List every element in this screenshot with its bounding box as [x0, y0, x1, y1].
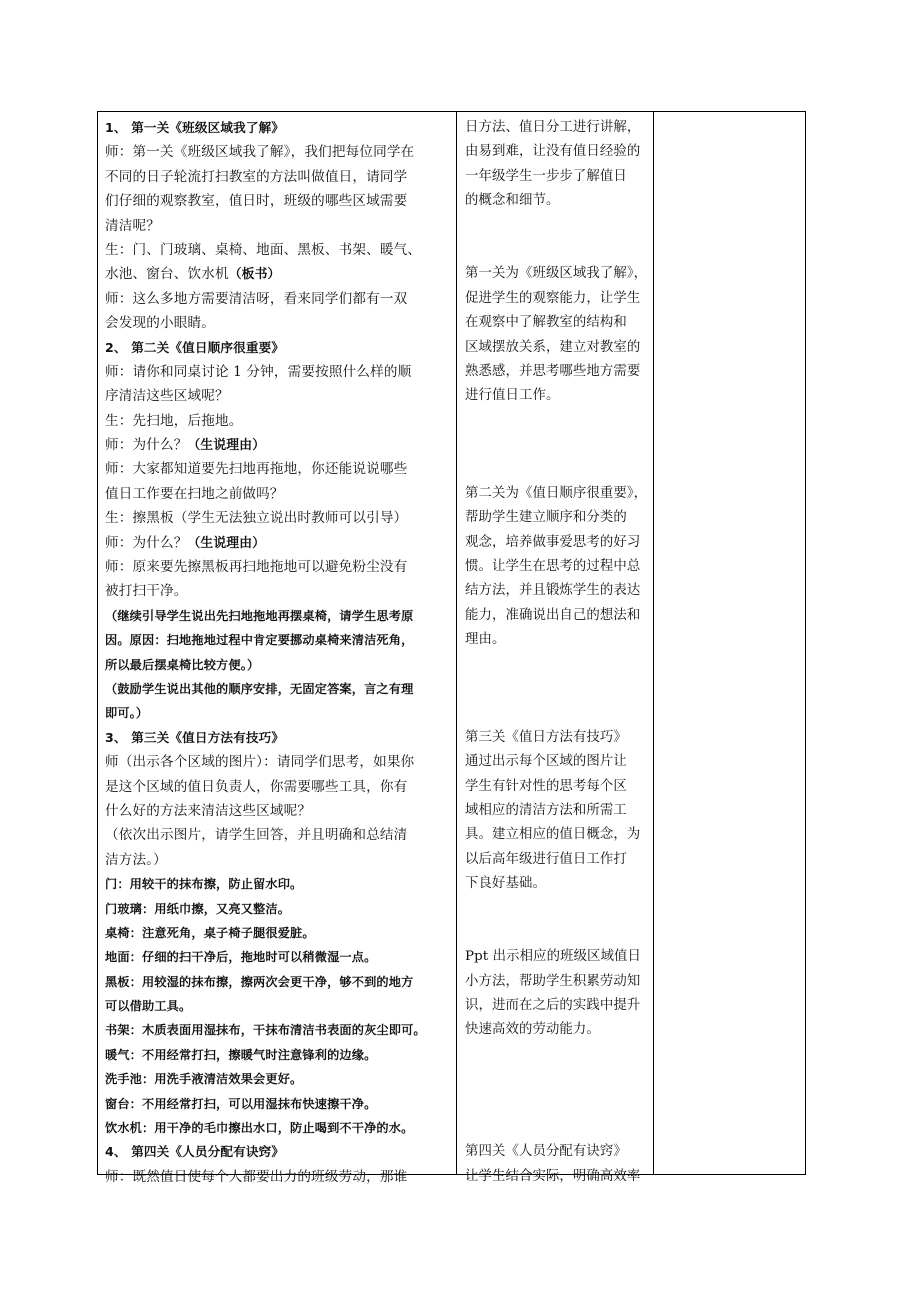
process-line — [105, 214, 451, 238]
process-line — [105, 555, 451, 579]
process-line-text: 即可。） — [105, 706, 149, 721]
intent-line: 进行值日工作。 — [465, 388, 560, 404]
process-line-text: 3、 第三关《值日方法有技巧》 — [105, 729, 285, 745]
process-line — [105, 677, 451, 701]
process-line — [105, 1067, 451, 1091]
process-line — [105, 1018, 451, 1042]
process-line — [105, 701, 451, 725]
process-line-text: 暖气：不用经常打扫，擦暖气时注意锋利的边缘。 — [105, 1047, 377, 1062]
process-line-text: 窗台：不用经常打扫，可以用湿抹布快速擦干净。 — [105, 1096, 377, 1111]
intent-line: 观念，培养做事爱思考的好习 — [465, 534, 641, 550]
process-line — [105, 970, 451, 994]
process-line-text: 师：为什么？ — [105, 534, 188, 551]
intent-line: 的概念和细节。 — [465, 193, 560, 209]
intent-line: 通过出示每个区域的图片让 — [465, 754, 627, 770]
process-line-text: 什么好的方法来清洁这些区域呢？ — [105, 802, 312, 819]
intent-line — [465, 921, 648, 945]
process-line-bold-note: （生说理由） — [187, 535, 266, 551]
intent-line: 第一关为《班级区域我了解》， — [465, 266, 648, 282]
intent-line: Ppt 出示相应的班级区域值日 — [465, 949, 642, 965]
process-line — [105, 238, 451, 262]
process-line-text: 是这个区域的值日负责人，你需要哪些工具，你有 — [105, 778, 408, 795]
process-line-text: 师：请你和同桌讨论 1 分钟，需要按照什么样的顺 — [105, 363, 412, 380]
process-line — [105, 482, 451, 506]
process-line-text: 可以借助工具。 — [105, 999, 192, 1014]
process-line — [105, 994, 451, 1018]
process-line — [105, 531, 451, 555]
intent-line — [465, 701, 648, 725]
process-line-text: 所以最后摆桌椅比较方便。） — [105, 657, 260, 672]
process-line-text: 黑板：用较湿的抹布擦，擦两次会更干净，够不到的地方 — [105, 974, 414, 989]
intent-line: 由易到难，让没有值日经验的 — [465, 144, 641, 160]
process-line-text: 会发现的小眼睛。 — [105, 315, 215, 332]
process-line-text: 师：第一关《班级区域我了解》，我们把每位同学在 — [105, 144, 415, 161]
intent-line — [465, 409, 648, 433]
process-line — [105, 775, 451, 799]
intent-line: 第三关《值日方法有技巧》 — [465, 729, 627, 745]
intent-line — [465, 1092, 648, 1116]
process-line — [105, 140, 451, 164]
intent-line: 学生有针对性的思考每个区 — [465, 778, 627, 794]
intent-line — [465, 238, 648, 262]
intent-line: 小方法，帮助学生积累劳动知 — [465, 973, 641, 989]
process-line — [105, 506, 451, 530]
process-line — [105, 823, 451, 847]
intent-line: 快速高效的劳动能力。 — [465, 1022, 600, 1038]
design-intent-column — [457, 112, 654, 1184]
process-line-text: 地面：仔细的扫干净后，拖地时可以稍微湿一点。 — [105, 950, 377, 965]
intent-line: 让学生结合实际，明确高效率 — [465, 1168, 641, 1184]
process-line — [105, 1140, 451, 1164]
teaching-process-column — [98, 112, 457, 1185]
process-line-bold-note: （生说理由） — [187, 438, 266, 454]
process-line — [105, 750, 451, 774]
intent-line — [465, 457, 648, 481]
process-line — [105, 360, 451, 384]
process-line-text: 师：既然值日使每个人都要出力的班级劳动，那谁 — [105, 1168, 408, 1185]
process-line-text: 门玻璃：用纸巾擦，又亮又整洁。 — [105, 901, 291, 916]
intent-line: 熟悉感，并思考哪些地方需要 — [465, 363, 641, 379]
process-line-text: 师（出示各个区域的图片）：请同学们思考，如果你 — [105, 754, 415, 771]
process-line — [105, 336, 451, 360]
process-line-text: 生：先扫地，后拖地。 — [105, 412, 243, 429]
intent-line — [465, 1043, 648, 1067]
process-line-text: 洁方法。） — [105, 851, 167, 868]
process-line-text: 师：原来要先擦黑板再扫地拖地可以避免粉尘没有 — [105, 559, 408, 576]
intent-line — [465, 653, 648, 677]
intent-line: 域相应的清洁方法和所需工 — [465, 802, 627, 818]
process-line — [105, 653, 451, 677]
process-line-text: 洗手池：用洗手液清洁效果会更好。 — [105, 1072, 303, 1087]
intent-line — [465, 897, 648, 921]
process-line — [105, 116, 451, 140]
process-line — [105, 628, 451, 652]
process-line-text: 书架：木质表面用湿抹布，干抹布清洁书表面的灰尘即可。 — [105, 1023, 426, 1038]
process-line-text: 清洁呢？ — [105, 217, 160, 234]
intent-line: 区域摆放关系，建立对教室的 — [465, 339, 641, 355]
process-line-text: 2、 第二关《值日顺序很重要》 — [105, 339, 285, 355]
process-line-text: （继续引导学生说出先扫地拖地再摆桌椅，请学生思考原 — [105, 608, 414, 623]
process-line — [105, 1165, 451, 1189]
process-line — [105, 311, 451, 335]
process-line-text: 生：门、门玻璃、桌椅、地面、黑板、书架、暖气、 — [105, 241, 422, 258]
process-line-text: 被打扫干净。 — [105, 583, 188, 600]
intent-line: 具。建立相应的值日概念，为 — [465, 827, 641, 843]
intent-line: 以后高年级进行值日工作打 — [465, 851, 627, 867]
intent-line: 第二关为《值日顺序很重要》， — [465, 485, 648, 501]
process-line-text: 因。原因：扫地拖地过程中肯定要挪动桌椅来清洁死角， — [105, 633, 414, 648]
process-line-text: 饮水机：用干净的毛巾擦出水口，防止喝到不干净的水。 — [105, 1121, 414, 1136]
intent-line: 第四关《人员分配有诀窍》 — [465, 1144, 627, 1160]
process-line — [105, 1043, 451, 1067]
process-line-text: 水池、窗台、饮水机 — [105, 266, 229, 283]
process-line-text: 生：擦黑板（学生无法独立说出时教师可以引导） — [105, 510, 408, 527]
process-line-text: 门：用较干的抹布擦，防止留水印。 — [105, 877, 303, 892]
process-line-text: 不同的日子轮流打扫教室的方法叫做值日，请同学 — [105, 168, 408, 185]
process-line — [105, 897, 451, 921]
process-line — [105, 604, 451, 628]
process-line-text: （依次出示图片，请学生回答，并且明确和总结清 — [105, 827, 408, 844]
process-line — [105, 165, 451, 189]
intent-line: 能力，准确说出自己的想法和 — [465, 607, 641, 623]
process-line-text: 师：为什么？ — [105, 437, 188, 454]
process-line-text: （鼓励学生说出其他的顺序安排，无固定答案，言之有理 — [105, 681, 414, 696]
process-line — [105, 457, 451, 481]
process-line — [105, 189, 451, 213]
remarks-column — [654, 112, 805, 1174]
intent-line: 帮助学生建立顺序和分类的 — [465, 510, 627, 526]
intent-line: 日方法、值日分工进行讲解， — [465, 120, 641, 135]
intent-line: 促进学生的观察能力，让学生 — [465, 290, 641, 306]
process-line — [105, 848, 451, 872]
intent-line — [465, 677, 648, 701]
process-line — [105, 799, 451, 823]
process-line — [105, 262, 451, 286]
intent-line: 在观察中了解教室的结构和 — [465, 315, 627, 331]
intent-line — [465, 1116, 648, 1140]
process-line — [105, 872, 451, 896]
process-line — [105, 921, 451, 945]
intent-line: 惯。让学生在思考的过程中总 — [465, 559, 641, 575]
intent-line: 一年级学生一步步了解值日 — [465, 168, 627, 184]
process-line-text: 序清洁这些区域呢？ — [105, 388, 229, 405]
intent-line — [465, 433, 648, 457]
intent-line: 结方法，并且锻炼学生的表达 — [465, 583, 641, 599]
process-line-text: 桌椅：注意死角，桌子椅子腿很爱脏。 — [105, 925, 315, 940]
intent-line — [465, 1067, 648, 1091]
intent-line: 识，进而在之后的实践中提升 — [465, 998, 641, 1014]
process-line — [105, 1092, 451, 1116]
intent-line: 下良好基础。 — [465, 876, 546, 892]
process-line — [105, 384, 451, 408]
process-line — [105, 409, 451, 433]
intent-line — [465, 214, 648, 238]
process-line — [105, 287, 451, 311]
process-line — [105, 433, 451, 457]
process-line-text: 1、 第一关《班级区域我了解》 — [105, 120, 285, 135]
process-line — [105, 945, 451, 969]
process-line-bold-note: （板书） — [228, 267, 281, 283]
process-line — [105, 579, 451, 603]
process-line-text: 值日工作要在扫地之前做吗？ — [105, 485, 284, 502]
process-line-text: 们仔细的观察教室，值日时，班级的哪些区域需要 — [105, 193, 408, 210]
process-line-text: 师：这么多地方需要清洁呀，看来同学们都有一双 — [105, 290, 408, 307]
process-line-text: 师：大家都知道要先扫地再拖地，你还能说说哪些 — [105, 461, 408, 478]
process-line — [105, 726, 451, 750]
lesson-plan-table — [97, 111, 806, 1185]
process-line-text: 4、 第四关《人员分配有诀窍》 — [105, 1144, 285, 1160]
process-line — [105, 1116, 451, 1140]
intent-line: 理由。 — [465, 632, 506, 648]
